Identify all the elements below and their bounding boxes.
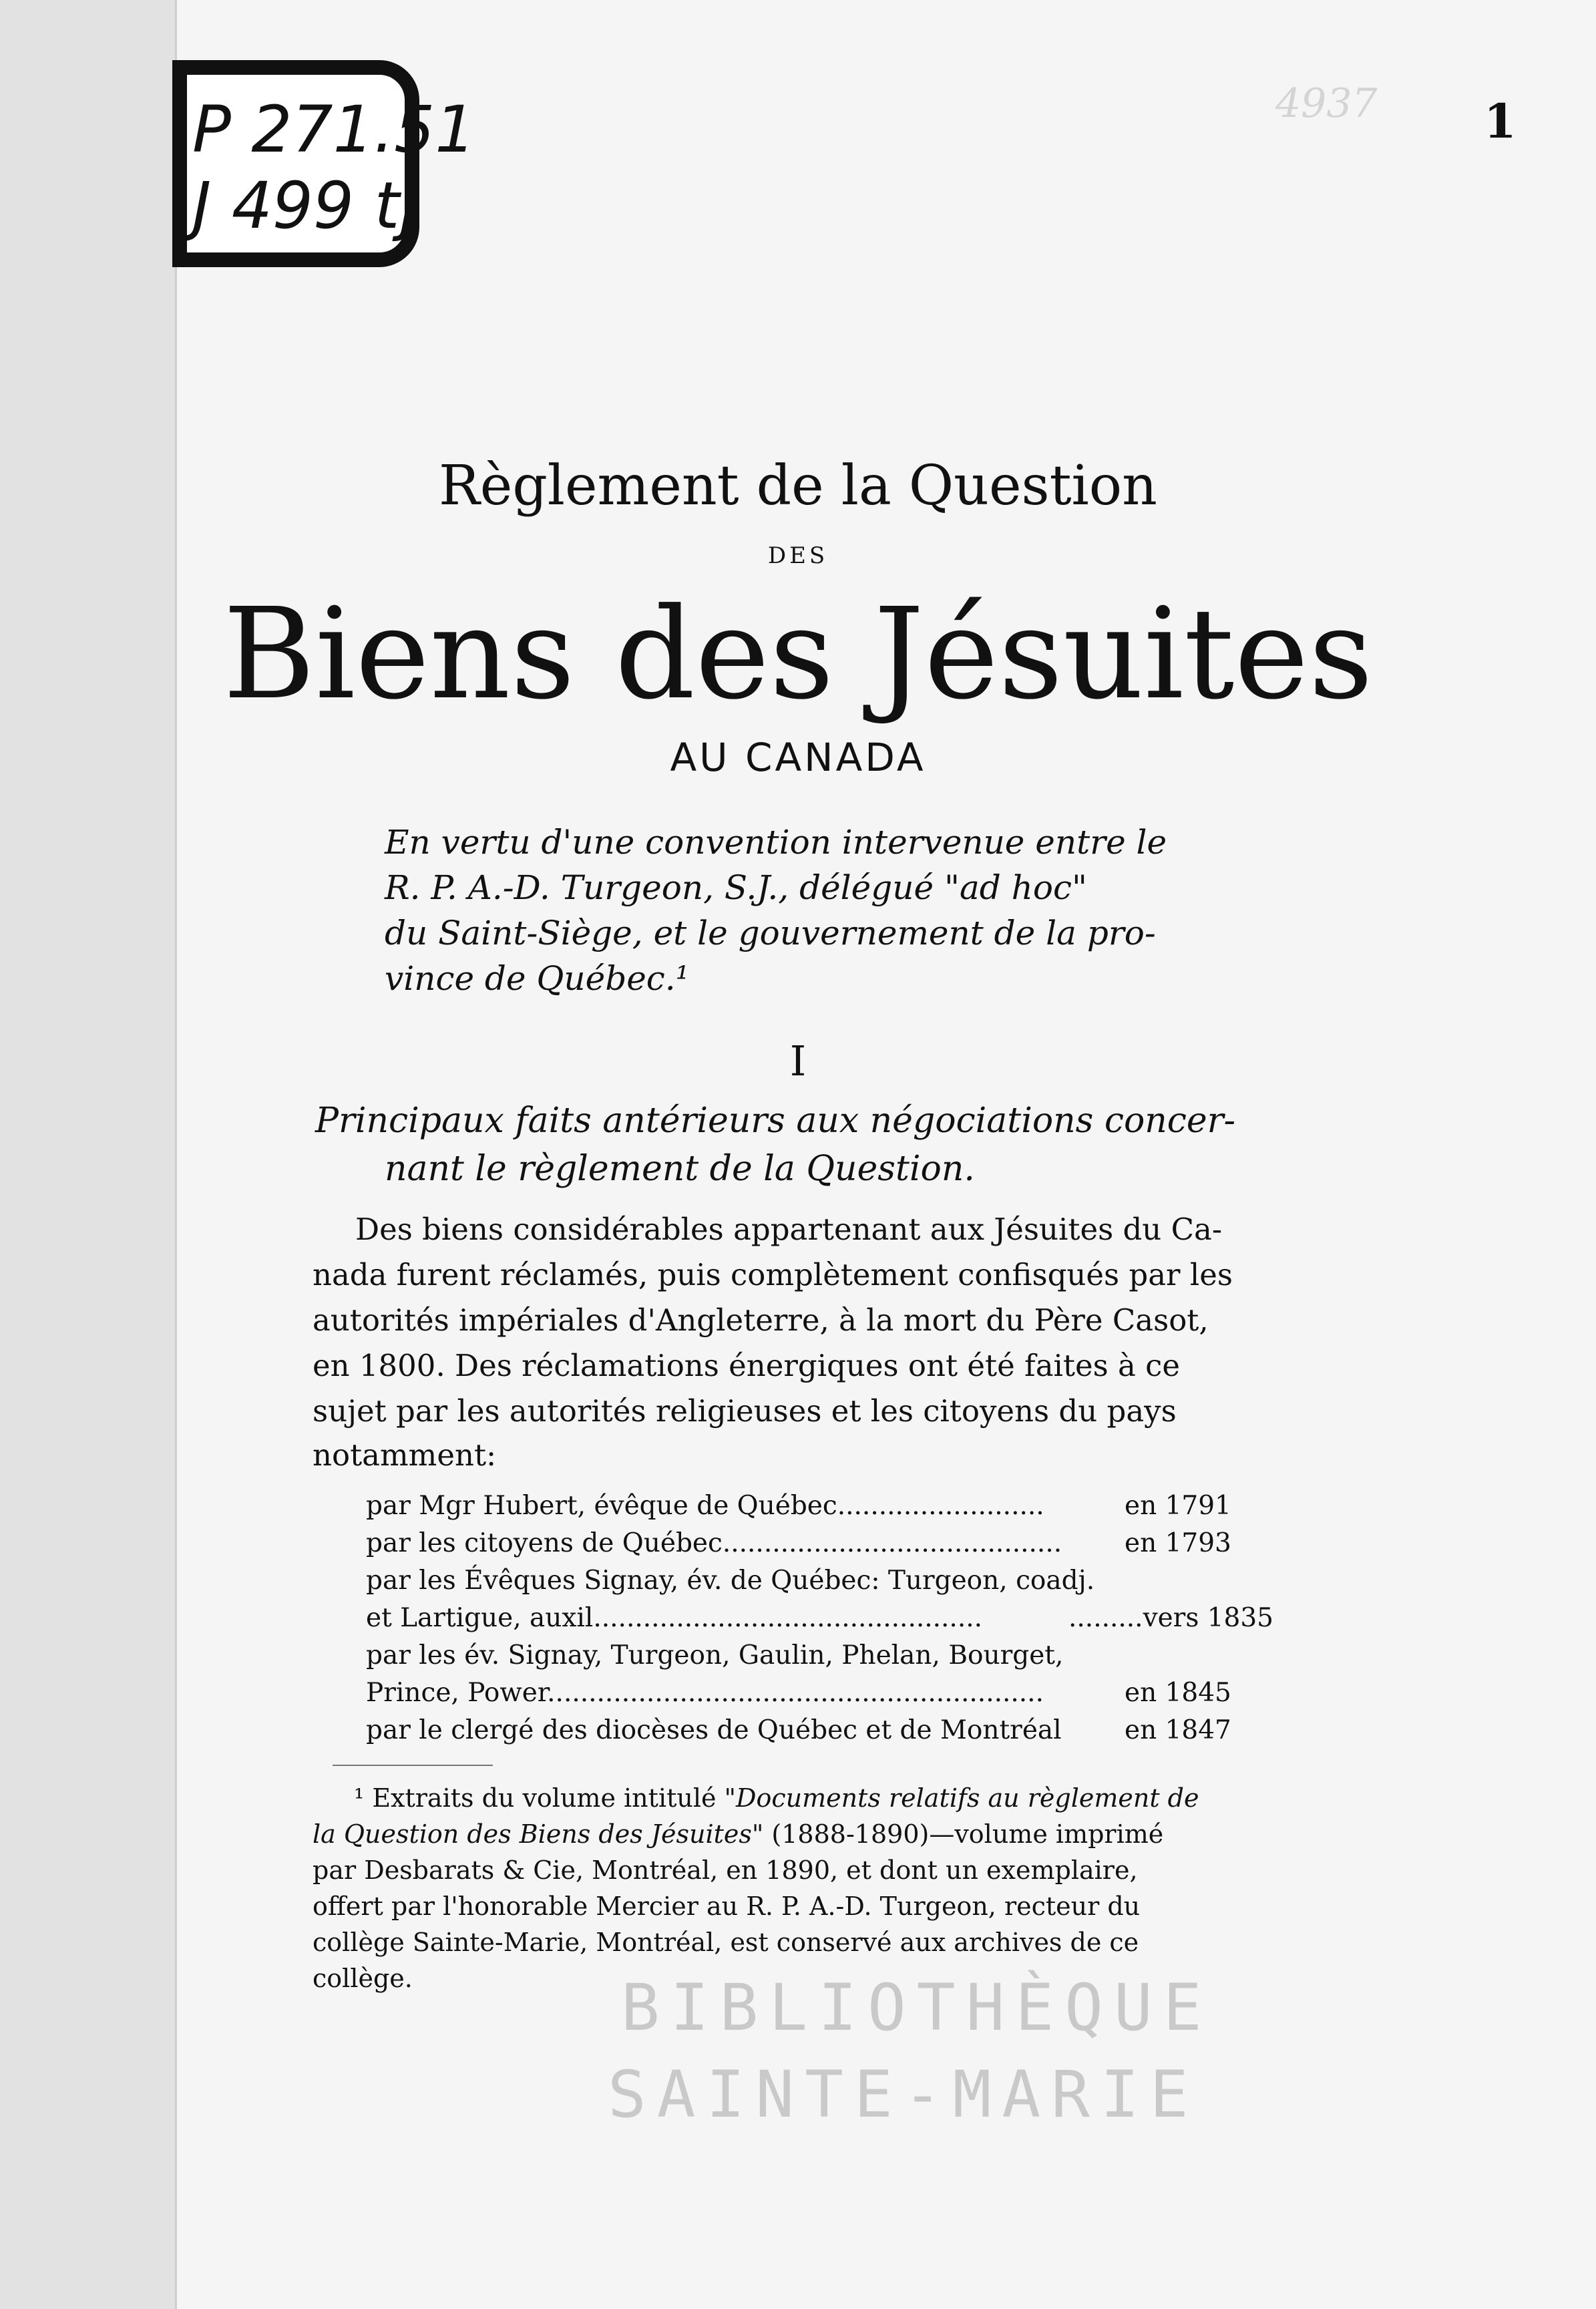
pencil-accession-mark: 4937 xyxy=(1275,80,1378,127)
claim-4-date: .........vers 1835 xyxy=(1068,1603,1273,1633)
footnote-line-3: par Desbarats & Cie, Montréal, en 1890, et dont un exemplaire, xyxy=(313,1855,1138,1885)
footnote-line-4: offert par l'honorable Mercier au R. P. A.-D. Turgeon, recteur du xyxy=(313,1892,1141,1921)
claim-7-date: en 1847 xyxy=(1125,1715,1231,1745)
page-number: 1 xyxy=(1484,94,1517,149)
intro-line-2: R. P. A.-D. Turgeon, S.J., délégué "ad hoc" xyxy=(385,868,1087,907)
intro-line-1: En vertu d'une convention intervenue entre le xyxy=(385,823,1167,862)
title-line-1: Règlement de la Question xyxy=(439,454,1157,518)
intro-line-3: du Saint-Siège, et le gouvernement de la pro- xyxy=(385,914,1156,952)
claim-2-date: en 1793 xyxy=(1125,1528,1231,1558)
footnote-line-2-b: " (1888-1890)—volume imprimé xyxy=(751,1819,1164,1849)
title-subtitle: AU CANADA xyxy=(670,735,926,780)
call-number-line-1: P 271.51 xyxy=(192,92,476,167)
footnote-line-1-b: Documents relatifs au règlement de xyxy=(736,1783,1199,1813)
claim-6-date: en 1845 xyxy=(1125,1678,1231,1708)
claim-1: par Mgr Hubert, évêque de Québec......................... xyxy=(366,1491,1044,1521)
claim-6: Prince, Power............................................................ xyxy=(366,1678,1044,1708)
body-line-4: en 1800. Des réclamations énergiques ont été faites à ce xyxy=(313,1348,1181,1383)
footnote-line-1 xyxy=(354,1783,1199,1813)
claim-4: et Lartigue, auxil............................................... xyxy=(366,1603,983,1633)
body-line-3: autorités impériales d'Angleterre, à la mort du Père Casot, xyxy=(313,1302,1209,1338)
scan-left-margin xyxy=(0,0,175,2309)
footnote-line-1-a: ¹ Extraits du volume intitulé " xyxy=(354,1783,737,1813)
call-number-label xyxy=(172,60,476,267)
claim-2: par les citoyens de Québec......................................... xyxy=(366,1528,1062,1558)
library-stamp-line-2: SAINTE-MARIE xyxy=(608,2057,1199,2132)
section-title-line-1: Principaux faits antérieurs aux négociations concer- xyxy=(315,1101,1236,1141)
footnote-line-6: collège. xyxy=(313,1964,413,1993)
body-line-2: nada furent réclamés, puis complètement confisqués par les xyxy=(313,1257,1233,1292)
section-title-line-2: nant le règlement de la Question. xyxy=(385,1149,975,1189)
body-line-5: sujet par les autorités religieuses et les citoyens du pays xyxy=(313,1393,1177,1429)
footnote-rule xyxy=(333,1765,493,1766)
title-des: DES xyxy=(767,542,829,569)
claim-7: par le clergé des diocèses de Québec et de Montréal xyxy=(366,1715,1062,1745)
library-stamp-line-1: BIBLIOTHÈQUE xyxy=(621,1970,1213,2045)
body-line-6: notamment: xyxy=(313,1437,497,1473)
intro-line-4: vince de Québec.¹ xyxy=(385,959,689,998)
footnote-line-2 xyxy=(313,1819,1163,1849)
footnote-line-2-a: la Question des Biens des Jésuites xyxy=(313,1819,752,1849)
main-title: Biens des Jésuites xyxy=(222,581,1374,727)
footnote-line-5: collège Sainte-Marie, Montréal, est conservé aux archives de ce xyxy=(313,1928,1139,1957)
claim-5: par les év. Signay, Turgeon, Gaulin, Phelan, Bourget, xyxy=(366,1640,1064,1670)
call-number-line-2: J 499 tj xyxy=(192,168,417,243)
claim-3: par les Évêques Signay, év. de Québec: Turgeon, coadj. xyxy=(366,1566,1095,1596)
body-line-1: Des biens considérables appartenant aux Jésuites du Ca- xyxy=(355,1212,1223,1247)
section-number: I xyxy=(789,1037,807,1085)
claim-1-date: en 1791 xyxy=(1125,1491,1231,1521)
